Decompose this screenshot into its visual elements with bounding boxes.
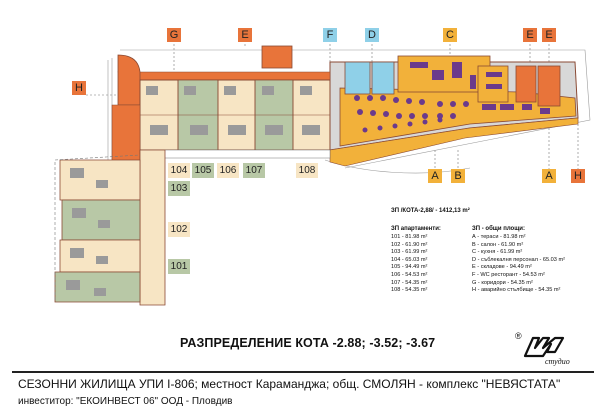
project-title: СЕЗОННИ ЖИЛИЩА УПИ І-806; местност Караманджа; общ. СМОЛЯН - комплекс "НЕВЯСТАТА" <box>18 377 561 391</box>
zone-marker-top-e: E <box>523 28 537 42</box>
apartment-legend-row: 102 - 61.90 m² <box>391 241 428 248</box>
common-area-legend <box>472 226 565 295</box>
floor-area-total: ЗП /КОТА-2,88/ - 1412,13 m² <box>391 208 470 214</box>
unit-label-107: 107 <box>243 163 265 178</box>
studio-logo <box>515 330 575 368</box>
common-legend-row: F - WC ресторант - 54.53 m² <box>472 271 545 278</box>
zone-marker-bottom-a: A <box>542 169 556 183</box>
common-legend-heading: ЗП - общи площи: <box>472 226 525 232</box>
zone-marker-top-d: D <box>365 28 379 42</box>
common-legend-row: D - съблекалня персонал - 65.03 m² <box>472 256 565 263</box>
common-legend-row: G - коридори - 54.35 m² <box>472 279 533 286</box>
common-legend-row: Н - аварийно стълбище - 54.35 m² <box>472 287 561 294</box>
investor-line: инвеститор: "ЕКОИНВЕСТ 06" ООД - Пловдив <box>18 396 233 407</box>
common-legend-row: С - кухня - 61.99 m² <box>472 249 523 256</box>
zone-marker-top-g: G <box>167 28 181 42</box>
unit-label-106: 106 <box>217 163 239 178</box>
unit-label-101: 101 <box>168 259 190 274</box>
unit-label-103: 103 <box>168 181 190 196</box>
unit-label-108: 108 <box>296 163 318 178</box>
zone-marker-bottom-h: H <box>571 169 585 183</box>
logo-registered-mark: ® <box>515 331 522 341</box>
zone-marker-bottom-a: A <box>428 169 442 183</box>
unit-label-105: 105 <box>192 163 214 178</box>
apartment-legend-row: 101 - 81.98 m² <box>391 234 428 240</box>
common-legend-row: А - тераси - 81.98 m² <box>472 234 526 240</box>
apartment-legend-row: 105 - 94.49 m² <box>391 264 428 271</box>
apartment-legend-row: 104 - 65.03 m² <box>391 256 428 263</box>
apartment-area-legend <box>391 226 441 295</box>
unit-label-104: 104 <box>168 163 190 178</box>
common-legend-row: В - салон - 61.90 m² <box>472 241 524 248</box>
apartment-legend-row: 108 - 54.35 m² <box>391 287 428 294</box>
apartment-legend-row: 106 - 54.53 m² <box>391 271 428 278</box>
section-title: РАЗПРЕДЕЛЕНИЕ КОТА -2.88; -3.52; -3.67 <box>180 336 436 350</box>
zone-marker-side-h: H <box>72 81 86 95</box>
apartment-legend-row: 103 - 61.99 m² <box>391 249 428 256</box>
zone-marker-bottom-b: B <box>451 169 465 183</box>
zone-marker-top-e: E <box>238 28 252 42</box>
logo-script-text: студио <box>545 357 570 366</box>
unit-label-102: 102 <box>168 222 190 237</box>
zone-marker-top-f: F <box>323 28 337 42</box>
zone-marker-top-c: C <box>443 28 457 42</box>
apartment-legend-row: 107 - 54.35 m² <box>391 279 428 286</box>
apartment-wing-upper <box>118 55 330 158</box>
apartment-legend-heading: ЗП апартаменти: <box>391 226 441 232</box>
zone-marker-top-e: E <box>542 28 556 42</box>
common-legend-row: Е - складове - 94.49 m² <box>472 264 532 271</box>
footer-divider <box>12 371 594 373</box>
